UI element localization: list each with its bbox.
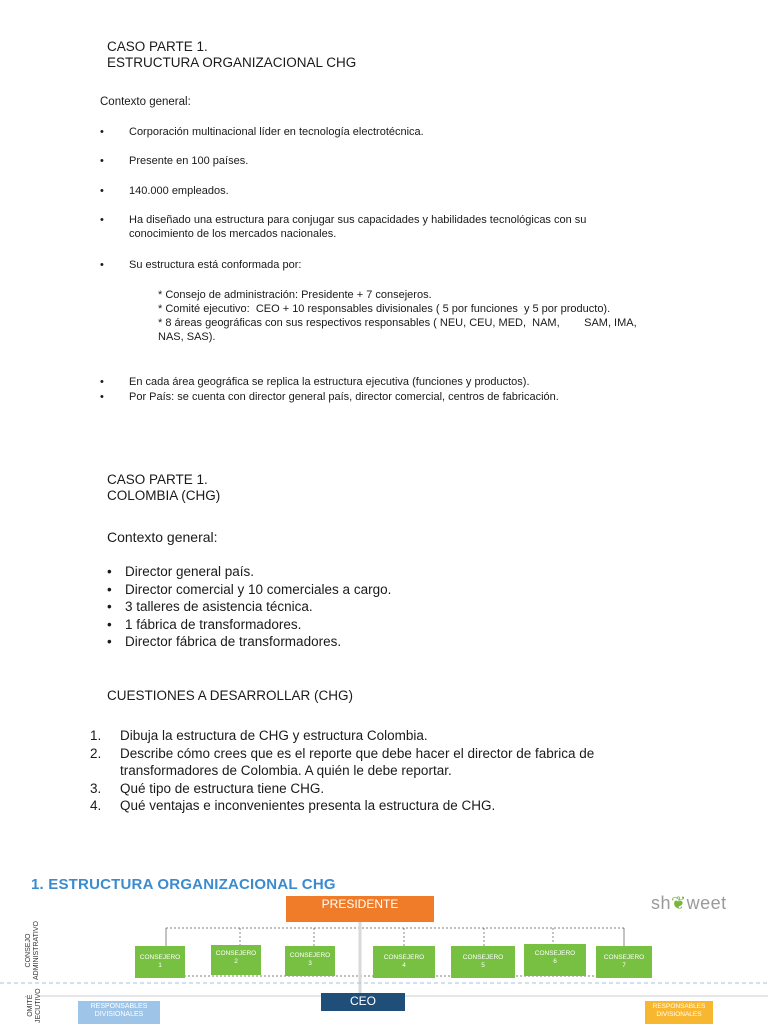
questions-title: CUESTIONES A DESARROLLAR (CHG) bbox=[107, 688, 354, 703]
list-item-text: 1 fábrica de transformadores. bbox=[125, 616, 302, 632]
responsables-divisionales-right: RESPONSABLES DIVISIONALES bbox=[645, 1001, 713, 1024]
bullet-icon: • bbox=[100, 214, 104, 226]
list-item bbox=[107, 598, 391, 616]
consejero-7: CONSEJERO 7 bbox=[596, 946, 652, 978]
slide1-title-line1: CASO PARTE 1. bbox=[107, 39, 208, 54]
question-number: 4. bbox=[90, 798, 102, 813]
bullet-icon: • bbox=[107, 564, 112, 579]
list-item-text: Ha diseñado una estructura para conjugar sus capacidades y habilidades tecnológicas con su conocimiento de los mercados nacionales. bbox=[129, 214, 587, 240]
slide1-sub-list bbox=[158, 288, 658, 344]
consejero-2: CONSEJERO 2 bbox=[211, 945, 261, 975]
ceo-box: CEO bbox=[321, 993, 405, 1011]
sub-item: * 8 áreas geográficas con sus respectivos responsables ( NEU, CEU, MED, NAM, SAM, IMA, NAS, SAS). bbox=[158, 317, 640, 343]
list-item-text: Presente en 100 países. bbox=[129, 155, 249, 167]
slide2-title-line1: CASO PARTE 1. bbox=[107, 472, 208, 487]
bullet-icon: • bbox=[107, 581, 112, 597]
slide2-title-line2: COLOMBIA (CHG) bbox=[107, 488, 221, 503]
consejero-5: CONSEJERO 5 bbox=[451, 946, 515, 978]
list-item-text: Por País: se cuenta con director general país, director comercial, centros de fabricación. bbox=[129, 391, 559, 403]
sub-item: * Consejo de administración: Presidente + 7 consejeros. bbox=[158, 289, 432, 301]
question-text: Qué ventajas e inconvenientes presenta la estructura de CHG. bbox=[120, 798, 496, 813]
question-item bbox=[90, 797, 650, 815]
bullet-icon: • bbox=[107, 616, 112, 632]
slide2-title bbox=[107, 472, 220, 504]
president-box: PRESIDENTE bbox=[286, 896, 434, 922]
org-chart-title: 1. ESTRUCTURA ORGANIZACIONAL CHG bbox=[31, 876, 336, 893]
slide1-title-line2: ESTRUCTURA ORGANIZACIONAL CHG bbox=[107, 55, 357, 70]
sub-item: * Comité ejecutivo: CEO + 10 responsables divisionales ( 5 por funciones y 5 por producto). bbox=[158, 303, 611, 315]
question-item bbox=[90, 727, 650, 745]
bullet-icon: • bbox=[100, 185, 104, 197]
question-text: Describe cómo crees que es el reporte que debe hacer el director de fabrica de transformadores de Colombia. A quién le debe reportar. bbox=[120, 745, 595, 778]
bullet-icon: • bbox=[100, 376, 104, 388]
list-item bbox=[107, 616, 391, 634]
question-number: 2. bbox=[90, 745, 102, 761]
question-number: 3. bbox=[90, 780, 102, 796]
comite-ejecutivo-label: OMITÉ JECUTIVO bbox=[27, 988, 42, 1023]
list-item bbox=[107, 633, 391, 651]
list-item-text: Director comercial y 10 comerciales a cargo. bbox=[125, 581, 392, 597]
consejero-1: CONSEJERO 1 bbox=[135, 946, 185, 978]
bullet-icon: • bbox=[107, 599, 112, 614]
question-text: Dibuja la estructura de CHG y estructura Colombia. bbox=[120, 728, 428, 743]
slide2-bullet-list bbox=[107, 563, 391, 651]
slide2-context-label: Contexto general: bbox=[107, 529, 218, 545]
bullet-icon: • bbox=[100, 391, 104, 403]
list-item-text: Director fábrica de transformadores. bbox=[125, 634, 342, 649]
list-item-text: En cada área geográfica se replica la estructura ejecutiva (funciones y productos). bbox=[129, 376, 530, 388]
bullet-icon: • bbox=[107, 634, 112, 649]
responsables-divisionales-left: RESPONSABLES DIVISIONALES bbox=[78, 1001, 160, 1024]
consejero-3: CONSEJERO 3 bbox=[285, 946, 335, 976]
bullet-icon: • bbox=[100, 259, 104, 271]
showeet-logo: sh❦weet bbox=[651, 893, 727, 913]
question-number: 1. bbox=[90, 728, 102, 743]
questions-list bbox=[90, 727, 650, 815]
consejo-administrativo-label: CONSEJO ADMINISTRATIVO bbox=[25, 921, 40, 980]
question-item bbox=[90, 780, 650, 798]
consejero-6: CONSEJERO 6 bbox=[524, 944, 586, 976]
list-item-text: Director general país. bbox=[125, 564, 255, 579]
question-text: Qué tipo de estructura tiene CHG. bbox=[120, 780, 325, 796]
list-item-text: Corporación multinacional líder en tecnología electrotécnica. bbox=[129, 126, 424, 138]
bullet-icon: • bbox=[100, 126, 104, 138]
consejero-4: CONSEJERO 4 bbox=[373, 946, 435, 978]
list-item bbox=[107, 563, 391, 581]
question-item bbox=[90, 745, 650, 780]
list-item-text: 140.000 empleados. bbox=[129, 185, 229, 197]
slide1-context-label: Contexto general: bbox=[100, 96, 191, 108]
list-item-text: Su estructura está conformada por: bbox=[129, 259, 302, 271]
slide1-title bbox=[107, 39, 356, 71]
bullet-icon: • bbox=[100, 155, 104, 167]
list-item bbox=[107, 581, 391, 599]
leaf-icon: ❦ bbox=[671, 893, 687, 913]
list-item-text: 3 talleres de asistencia técnica. bbox=[125, 599, 313, 614]
